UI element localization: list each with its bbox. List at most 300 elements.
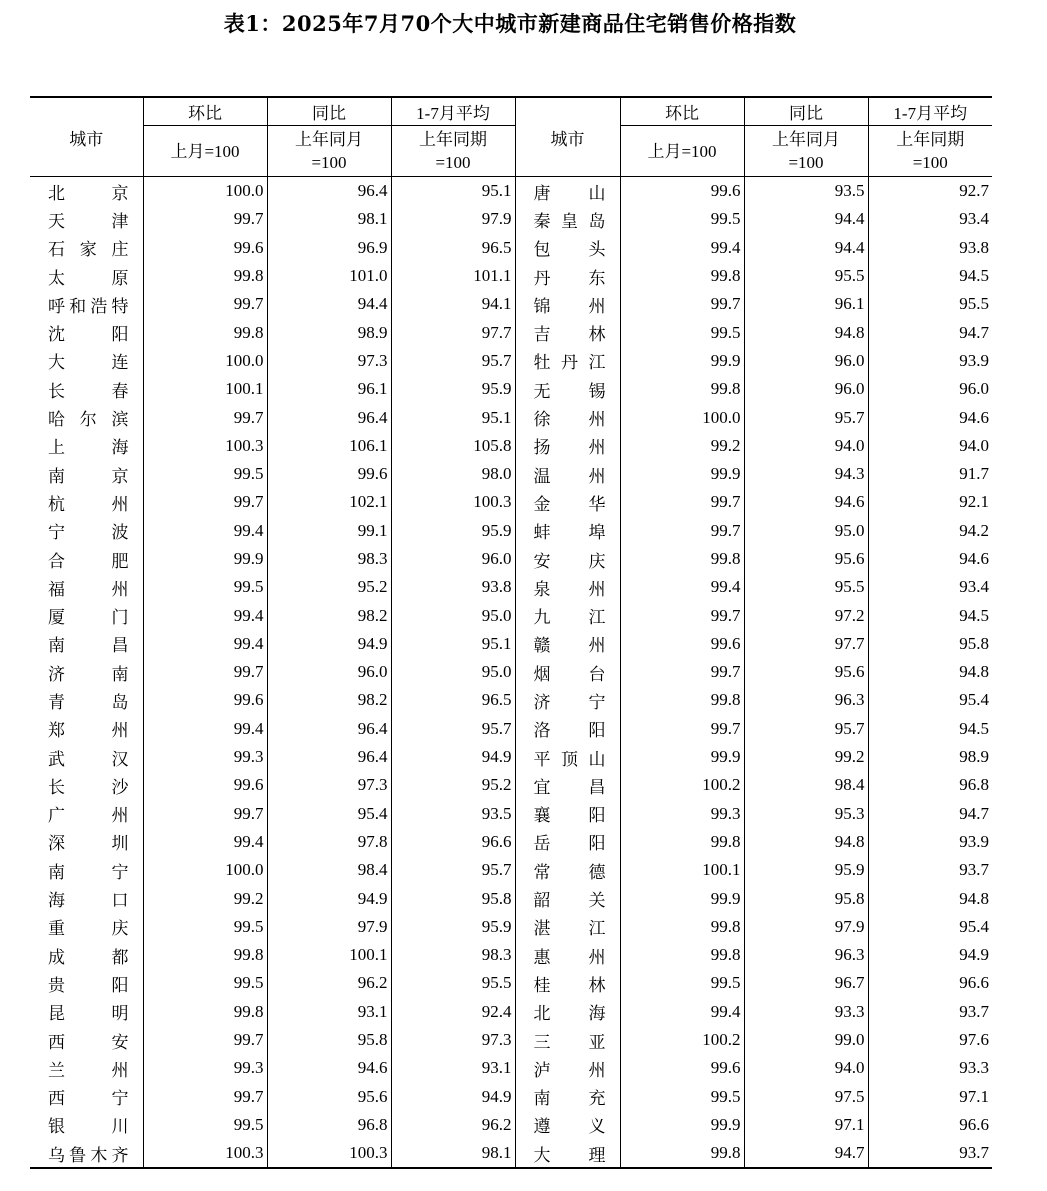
city-name-right: 韶关 [515, 884, 620, 912]
yoy-value-left: 100.1 [267, 941, 391, 969]
yoy-value-left: 97.8 [267, 828, 391, 856]
avg-header-left: 1-7月平均 [391, 97, 515, 126]
avg-value-left: 100.3 [391, 488, 515, 516]
avg-value-left: 95.2 [391, 771, 515, 799]
avg-base-left: 上年同期 =100 [391, 126, 515, 177]
table-row [30, 1083, 992, 1111]
table-row [30, 913, 992, 941]
yoy-header-right: 同比 [744, 97, 868, 126]
city-name-left: 石家庄 [48, 240, 129, 261]
city-name-left: 武汉 [48, 749, 129, 770]
table-row [30, 771, 992, 799]
yoy-value-right: 94.8 [744, 318, 868, 346]
mom-value-right: 99.4 [620, 998, 744, 1026]
avg-value-right: 92.7 [868, 177, 992, 206]
mom-value-left: 99.5 [143, 573, 267, 601]
mom-value-left: 99.7 [143, 488, 267, 516]
mom-value-right: 99.5 [620, 969, 744, 997]
yoy-value-left: 97.3 [267, 347, 391, 375]
city-name-left: 贵阳 [48, 975, 129, 996]
avg-value-left: 93.1 [391, 1054, 515, 1082]
avg-value-right: 94.5 [868, 601, 992, 629]
mom-value-right: 99.9 [620, 884, 744, 912]
yoy-value-left: 97.3 [267, 771, 391, 799]
yoy-value-right: 93.5 [744, 177, 868, 206]
yoy-value-left: 96.4 [267, 403, 391, 431]
yoy-value-right: 95.5 [744, 573, 868, 601]
yoy-value-left: 96.1 [267, 375, 391, 403]
city-name-left: 海口 [48, 891, 129, 912]
table-row [30, 856, 992, 884]
mom-value-left: 99.9 [143, 545, 267, 573]
yoy-value-right: 96.3 [744, 686, 868, 714]
yoy-value-right: 95.5 [744, 262, 868, 290]
city-name-left: 西安 [48, 1032, 129, 1053]
avg-value-right: 98.9 [868, 743, 992, 771]
city-name-right: 秦皇岛 [515, 205, 620, 233]
avg-value-left: 95.9 [391, 375, 515, 403]
avg-value-left: 96.2 [391, 1111, 515, 1139]
yoy-value-left: 100.3 [267, 1139, 391, 1168]
avg-value-left: 98.1 [391, 1139, 515, 1168]
avg-value-left: 96.5 [391, 686, 515, 714]
avg-value-left: 94.9 [391, 743, 515, 771]
city-name-left: 兰州 [48, 1060, 129, 1081]
avg-value-left: 96.6 [391, 828, 515, 856]
city-name-left: 银川 [48, 1117, 129, 1138]
avg-value-right: 93.7 [868, 856, 992, 884]
yoy-value-right: 94.4 [744, 205, 868, 233]
yoy-value-right: 94.4 [744, 234, 868, 262]
yoy-base-right: 上年同月 =100 [744, 126, 868, 177]
avg-value-left: 95.0 [391, 658, 515, 686]
avg-value-right: 94.5 [868, 715, 992, 743]
city-header-right: 城市 [515, 97, 620, 177]
mom-value-left: 99.7 [143, 290, 267, 318]
avg-value-left: 95.9 [391, 913, 515, 941]
yoy-value-right: 94.6 [744, 488, 868, 516]
city-name-left: 南昌 [48, 636, 129, 657]
avg-value-left: 95.1 [391, 403, 515, 431]
yoy-value-right: 95.8 [744, 884, 868, 912]
avg-value-left: 98.3 [391, 941, 515, 969]
avg-value-left: 95.1 [391, 177, 515, 206]
table-row [30, 545, 992, 573]
avg-value-right: 96.8 [868, 771, 992, 799]
avg-base-right: 上年同期 =100 [868, 126, 992, 177]
avg-value-right: 93.7 [868, 1139, 992, 1168]
city-name-right: 赣州 [515, 630, 620, 658]
yoy-value-left: 97.9 [267, 913, 391, 941]
avg-value-left: 95.7 [391, 715, 515, 743]
mom-value-left: 100.0 [143, 347, 267, 375]
table-row [30, 686, 992, 714]
city-header-left: 城市 [30, 97, 143, 177]
avg-value-left: 96.5 [391, 234, 515, 262]
avg-value-right: 95.4 [868, 913, 992, 941]
mom-value-left: 100.3 [143, 1139, 267, 1168]
city-name-right: 北海 [515, 998, 620, 1026]
avg-value-right: 94.7 [868, 318, 992, 346]
table-row [30, 743, 992, 771]
mom-value-right: 99.8 [620, 941, 744, 969]
city-name-right: 温州 [515, 460, 620, 488]
mom-value-left: 99.6 [143, 686, 267, 714]
mom-value-left: 99.2 [143, 884, 267, 912]
city-name-right: 蚌埠 [515, 517, 620, 545]
avg-value-right: 94.9 [868, 941, 992, 969]
city-name-left: 长沙 [48, 777, 129, 798]
city-name-left: 南京 [48, 466, 129, 487]
yoy-value-right: 99.0 [744, 1026, 868, 1054]
mom-value-right: 99.2 [620, 432, 744, 460]
table-row [30, 1111, 992, 1139]
city-name-right: 岳阳 [515, 828, 620, 856]
city-name-right: 包头 [515, 234, 620, 262]
yoy-header-left: 同比 [267, 97, 391, 126]
avg-value-right: 94.5 [868, 262, 992, 290]
yoy-value-right: 97.1 [744, 1111, 868, 1139]
mom-value-left: 99.5 [143, 969, 267, 997]
city-name-right: 泉州 [515, 573, 620, 601]
yoy-value-right: 95.6 [744, 658, 868, 686]
avg-value-left: 95.7 [391, 856, 515, 884]
yoy-value-left: 98.9 [267, 318, 391, 346]
avg-value-right: 94.0 [868, 432, 992, 460]
yoy-value-left: 98.1 [267, 205, 391, 233]
city-name-right: 安庆 [515, 545, 620, 573]
avg-value-left: 98.0 [391, 460, 515, 488]
avg-value-left: 97.9 [391, 205, 515, 233]
table-row [30, 884, 992, 912]
city-name-right: 九江 [515, 601, 620, 629]
yoy-value-right: 97.2 [744, 601, 868, 629]
mom-value-left: 99.8 [143, 941, 267, 969]
city-name-right: 桂林 [515, 969, 620, 997]
mom-value-left: 100.0 [143, 177, 267, 206]
mom-value-right: 99.7 [620, 290, 744, 318]
avg-value-left: 95.8 [391, 884, 515, 912]
mom-value-right: 99.7 [620, 517, 744, 545]
city-name-left: 合肥 [48, 551, 129, 572]
mom-value-left: 99.6 [143, 234, 267, 262]
yoy-value-left: 96.4 [267, 715, 391, 743]
table-row [30, 375, 992, 403]
mom-value-left: 99.4 [143, 630, 267, 658]
table-row [30, 432, 992, 460]
mom-value-right: 99.8 [620, 545, 744, 573]
yoy-value-left: 96.9 [267, 234, 391, 262]
city-name-left: 深圳 [48, 834, 129, 855]
mom-value-left: 99.5 [143, 1111, 267, 1139]
table-row [30, 828, 992, 856]
mom-value-right: 99.9 [620, 347, 744, 375]
table-row [30, 318, 992, 346]
mom-value-right: 99.4 [620, 573, 744, 601]
yoy-value-right: 94.0 [744, 432, 868, 460]
mom-value-right: 99.6 [620, 630, 744, 658]
avg-value-right: 95.8 [868, 630, 992, 658]
avg-value-right: 96.6 [868, 1111, 992, 1139]
mom-value-left: 99.7 [143, 403, 267, 431]
yoy-value-right: 99.2 [744, 743, 868, 771]
table-row [30, 347, 992, 375]
table-row [30, 1026, 992, 1054]
yoy-value-right: 94.8 [744, 828, 868, 856]
yoy-value-left: 98.2 [267, 601, 391, 629]
city-name-left: 乌鲁木齐 [30, 1139, 143, 1168]
mom-value-right: 99.5 [620, 1083, 744, 1111]
table-row [30, 941, 992, 969]
yoy-value-left: 94.6 [267, 1054, 391, 1082]
table-row [30, 658, 992, 686]
mom-value-left: 99.4 [143, 828, 267, 856]
city-name-right: 金华 [515, 488, 620, 516]
yoy-base-left: 上年同月 =100 [267, 126, 391, 177]
yoy-value-right: 97.5 [744, 1083, 868, 1111]
yoy-value-right: 94.0 [744, 1054, 868, 1082]
avg-value-left: 93.5 [391, 800, 515, 828]
yoy-value-left: 99.1 [267, 517, 391, 545]
avg-value-right: 94.8 [868, 658, 992, 686]
avg-value-left: 95.9 [391, 517, 515, 545]
mom-value-right: 99.7 [620, 488, 744, 516]
yoy-value-left: 94.9 [267, 630, 391, 658]
yoy-value-right: 95.6 [744, 545, 868, 573]
avg-value-left: 94.1 [391, 290, 515, 318]
avg-value-left: 95.1 [391, 630, 515, 658]
table-row [30, 630, 992, 658]
yoy-value-right: 97.7 [744, 630, 868, 658]
mom-value-left: 99.7 [143, 1026, 267, 1054]
table-row [30, 998, 992, 1026]
city-name-left: 北京 [48, 183, 129, 204]
city-name-right: 泸州 [515, 1054, 620, 1082]
avg-value-left: 96.0 [391, 545, 515, 573]
yoy-value-right: 96.0 [744, 375, 868, 403]
table-row [30, 1139, 992, 1168]
avg-value-right: 93.9 [868, 828, 992, 856]
yoy-value-right: 95.7 [744, 715, 868, 743]
mom-value-left: 99.4 [143, 601, 267, 629]
yoy-value-left: 96.2 [267, 969, 391, 997]
avg-value-left: 97.7 [391, 318, 515, 346]
avg-value-right: 94.6 [868, 403, 992, 431]
avg-value-right: 91.7 [868, 460, 992, 488]
city-name-right: 湛江 [515, 913, 620, 941]
yoy-value-left: 95.6 [267, 1083, 391, 1111]
city-name-right: 平顶山 [515, 743, 620, 771]
avg-value-left: 95.7 [391, 347, 515, 375]
avg-value-right: 97.6 [868, 1026, 992, 1054]
mom-value-right: 99.7 [620, 601, 744, 629]
mom-value-left: 100.0 [143, 856, 267, 884]
city-name-left: 天津 [48, 211, 129, 232]
mom-base-left: 上月=100 [143, 126, 267, 177]
yoy-value-left: 101.0 [267, 262, 391, 290]
city-name-left: 重庆 [48, 919, 129, 940]
city-name-left: 杭州 [48, 494, 129, 515]
city-name-left: 长春 [48, 381, 129, 402]
city-name-left: 成都 [48, 947, 129, 968]
city-name-right: 扬州 [515, 432, 620, 460]
yoy-value-left: 98.2 [267, 686, 391, 714]
city-name-right: 洛阳 [515, 715, 620, 743]
city-name-left: 福州 [48, 579, 129, 600]
city-name-right: 唐山 [515, 177, 620, 206]
table-row [30, 488, 992, 516]
mom-value-right: 100.1 [620, 856, 744, 884]
mom-value-left: 99.7 [143, 1083, 267, 1111]
yoy-value-right: 96.1 [744, 290, 868, 318]
avg-value-left: 92.4 [391, 998, 515, 1026]
city-name-right: 大理 [515, 1139, 620, 1168]
table-header [30, 97, 992, 177]
table-row [30, 969, 992, 997]
mom-value-left: 99.8 [143, 998, 267, 1026]
city-name-right: 襄阳 [515, 800, 620, 828]
table-row [30, 715, 992, 743]
yoy-value-right: 95.7 [744, 403, 868, 431]
avg-value-right: 97.1 [868, 1083, 992, 1111]
city-name-right: 无锡 [515, 375, 620, 403]
avg-value-right: 93.3 [868, 1054, 992, 1082]
table-row [30, 262, 992, 290]
mom-value-left: 100.3 [143, 432, 267, 460]
mom-value-left: 99.6 [143, 771, 267, 799]
mom-value-left: 99.3 [143, 743, 267, 771]
mom-header-left: 环比 [143, 97, 267, 126]
city-name-left: 西宁 [48, 1089, 129, 1110]
avg-value-left: 94.9 [391, 1083, 515, 1111]
avg-value-left: 95.0 [391, 601, 515, 629]
yoy-value-left: 98.4 [267, 856, 391, 884]
mom-value-left: 99.8 [143, 262, 267, 290]
avg-value-left: 95.5 [391, 969, 515, 997]
yoy-value-right: 95.0 [744, 517, 868, 545]
mom-value-left: 99.3 [143, 1054, 267, 1082]
mom-base-right: 上月=100 [620, 126, 744, 177]
yoy-value-left: 93.1 [267, 998, 391, 1026]
city-name-left: 上海 [48, 438, 129, 459]
yoy-value-right: 93.3 [744, 998, 868, 1026]
mom-value-left: 99.8 [143, 318, 267, 346]
yoy-value-right: 96.0 [744, 347, 868, 375]
city-name-left: 厦门 [48, 608, 129, 629]
city-name-right: 锦州 [515, 290, 620, 318]
avg-value-left: 105.8 [391, 432, 515, 460]
city-name-left: 宁波 [48, 523, 129, 544]
mom-value-right: 99.5 [620, 318, 744, 346]
table-row [30, 177, 992, 206]
table-row [30, 800, 992, 828]
mom-value-right: 99.4 [620, 234, 744, 262]
table-row [30, 601, 992, 629]
city-name-right: 常德 [515, 856, 620, 884]
mom-value-right: 99.5 [620, 205, 744, 233]
yoy-value-left: 94.4 [267, 290, 391, 318]
avg-value-right: 96.6 [868, 969, 992, 997]
city-name-left: 济南 [48, 664, 129, 685]
city-name-right: 吉林 [515, 318, 620, 346]
avg-value-right: 94.2 [868, 517, 992, 545]
city-name-right: 宜昌 [515, 771, 620, 799]
mom-value-right: 100.0 [620, 403, 744, 431]
mom-value-left: 99.4 [143, 517, 267, 545]
yoy-value-right: 96.3 [744, 941, 868, 969]
avg-value-right: 95.5 [868, 290, 992, 318]
avg-value-right: 93.4 [868, 205, 992, 233]
mom-value-right: 99.3 [620, 800, 744, 828]
city-name-right: 丹东 [515, 262, 620, 290]
mom-value-right: 99.7 [620, 715, 744, 743]
city-name-left: 哈尔滨 [48, 410, 129, 431]
yoy-value-left: 96.0 [267, 658, 391, 686]
mom-value-right: 99.8 [620, 913, 744, 941]
table-row [30, 234, 992, 262]
avg-value-right: 93.4 [868, 573, 992, 601]
avg-value-left: 97.3 [391, 1026, 515, 1054]
mom-value-left: 99.4 [143, 715, 267, 743]
mom-value-right: 99.9 [620, 1111, 744, 1139]
mom-value-left: 100.1 [143, 375, 267, 403]
table-body [30, 177, 992, 1169]
city-name-right: 烟台 [515, 658, 620, 686]
mom-value-right: 100.2 [620, 771, 744, 799]
mom-value-left: 99.7 [143, 205, 267, 233]
yoy-value-left: 95.8 [267, 1026, 391, 1054]
yoy-value-left: 98.3 [267, 545, 391, 573]
city-name-right: 南充 [515, 1083, 620, 1111]
avg-value-left: 101.1 [391, 262, 515, 290]
yoy-value-right: 94.7 [744, 1139, 868, 1168]
yoy-value-right: 97.9 [744, 913, 868, 941]
yoy-value-left: 106.1 [267, 432, 391, 460]
yoy-value-left: 99.6 [267, 460, 391, 488]
avg-header-right: 1-7月平均 [868, 97, 992, 126]
table-row [30, 517, 992, 545]
avg-value-right: 92.1 [868, 488, 992, 516]
avg-value-right: 94.8 [868, 884, 992, 912]
yoy-value-right: 96.7 [744, 969, 868, 997]
mom-value-right: 99.8 [620, 828, 744, 856]
avg-value-right: 94.6 [868, 545, 992, 573]
mom-value-right: 99.8 [620, 686, 744, 714]
yoy-value-left: 95.2 [267, 573, 391, 601]
table-title: 表1：2025年7月70个大中城市新建商品住宅销售价格指数 [223, 11, 797, 36]
mom-header-right: 环比 [620, 97, 744, 126]
yoy-value-left: 96.4 [267, 743, 391, 771]
city-name-left: 大连 [48, 353, 129, 374]
yoy-value-left: 94.9 [267, 884, 391, 912]
price-index-table [30, 96, 992, 1169]
avg-value-right: 94.7 [868, 800, 992, 828]
mom-value-left: 99.7 [143, 800, 267, 828]
yoy-value-right: 94.3 [744, 460, 868, 488]
yoy-value-left: 96.8 [267, 1111, 391, 1139]
table-row [30, 290, 992, 318]
avg-value-right: 93.8 [868, 234, 992, 262]
mom-value-right: 99.9 [620, 460, 744, 488]
city-name-right: 遵义 [515, 1111, 620, 1139]
yoy-value-right: 95.9 [744, 856, 868, 884]
table-row [30, 573, 992, 601]
avg-value-right: 96.0 [868, 375, 992, 403]
mom-value-right: 99.7 [620, 658, 744, 686]
table-row [30, 403, 992, 431]
city-name-right: 济宁 [515, 686, 620, 714]
mom-value-right: 99.6 [620, 1054, 744, 1082]
